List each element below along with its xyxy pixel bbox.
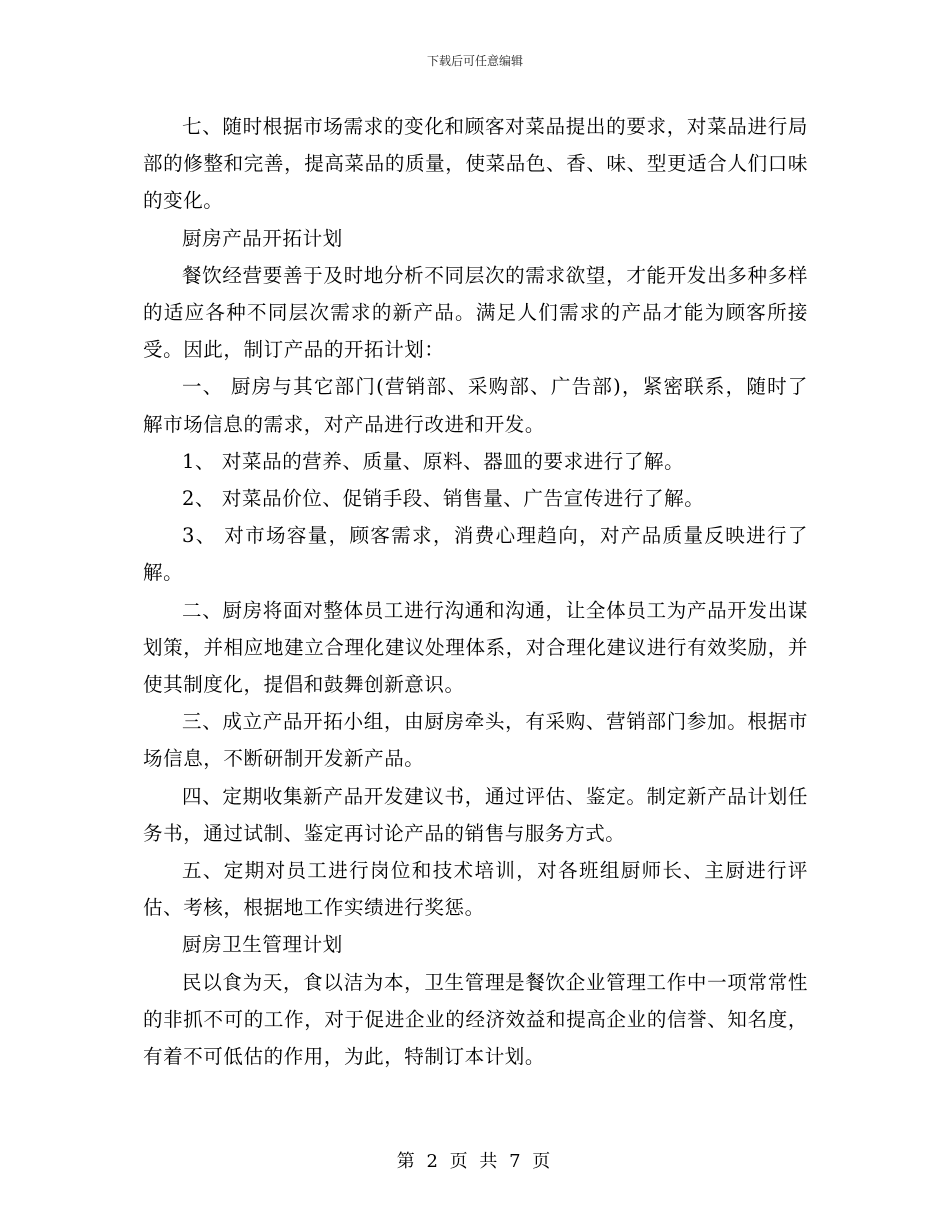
paragraph-7: 3、 对市场容量，顾客需求，消费心理趋向，对产品质量反映进行了解。 xyxy=(143,524,808,585)
paragraph-8: 二、厨房将面对整体员工进行沟通和沟通，让全体员工为产品开发出谋划策，并相应地建立合理化建议处理体系，对合理化建议进行有效奖励，并使其制度化，提倡和鼓舞创新意识。 xyxy=(143,598,808,697)
page-header: 下载后可任意编辑 xyxy=(426,54,523,68)
section-heading-product-development: 厨房产品开拓计划 xyxy=(182,226,343,250)
paragraph-11: 五、定期对员工进行岗位和技术培训，对各班组厨师长、主厨进行评估、考核，根据地工作实绩进行奖惩。 xyxy=(143,859,808,920)
paragraph-3: 餐饮经营要善于及时地分析不同层次的需求欲望，才能开发出多种多样的适应各种不同层次需求的新产品。满足人们需求的产品才能为顾客所接受。因此，制订产品的开拓计划： xyxy=(143,263,808,362)
paragraph-13: 民以食为天，食以洁为本，卫生管理是餐饮企业管理工作中一项常常性的非抓不可的工作，对于促进企业的经济效益和提高企业的信誉、知名度，有着不可低估的作用，为此，特制订本计划。 xyxy=(143,970,808,1069)
section-heading-hygiene: 厨房卫生管理计划 xyxy=(182,933,343,957)
paragraph-5: 1、 对菜品的营养、质量、原料、器皿的要求进行了解。 xyxy=(182,449,685,473)
paragraph-1: 七、随时根据市场需求的变化和顾客对菜品提出的要求，对菜品进行局部的修整和完善，提高菜品的质量，使菜品色、香、味、型更适合人们口味的变化。 xyxy=(143,115,808,213)
paragraph-9: 三、成立产品开拓小组，由厨房牵头，有采购、营销部门参加。根据市场信息，不断研制开发新产品。 xyxy=(143,710,808,771)
paragraph-4: 一、 厨房与其它部门(营销部、采购部、广告部)，紧密联系，随时了解市场信息的需求，对产品进行改进和开发。 xyxy=(143,375,808,436)
page-number: 第 2 页 共 7 页 xyxy=(396,1151,554,1172)
paragraph-6: 2、 对菜品价位、促销手段、销售量、广告宣传进行了解。 xyxy=(182,487,705,511)
paragraph-10: 四、定期收集新产品开发建议书，通过评估、鉴定。制定新产品计划任务书，通过试制、鉴定再讨论产品的销售与服务方式。 xyxy=(143,784,808,845)
document-body xyxy=(143,108,808,1075)
